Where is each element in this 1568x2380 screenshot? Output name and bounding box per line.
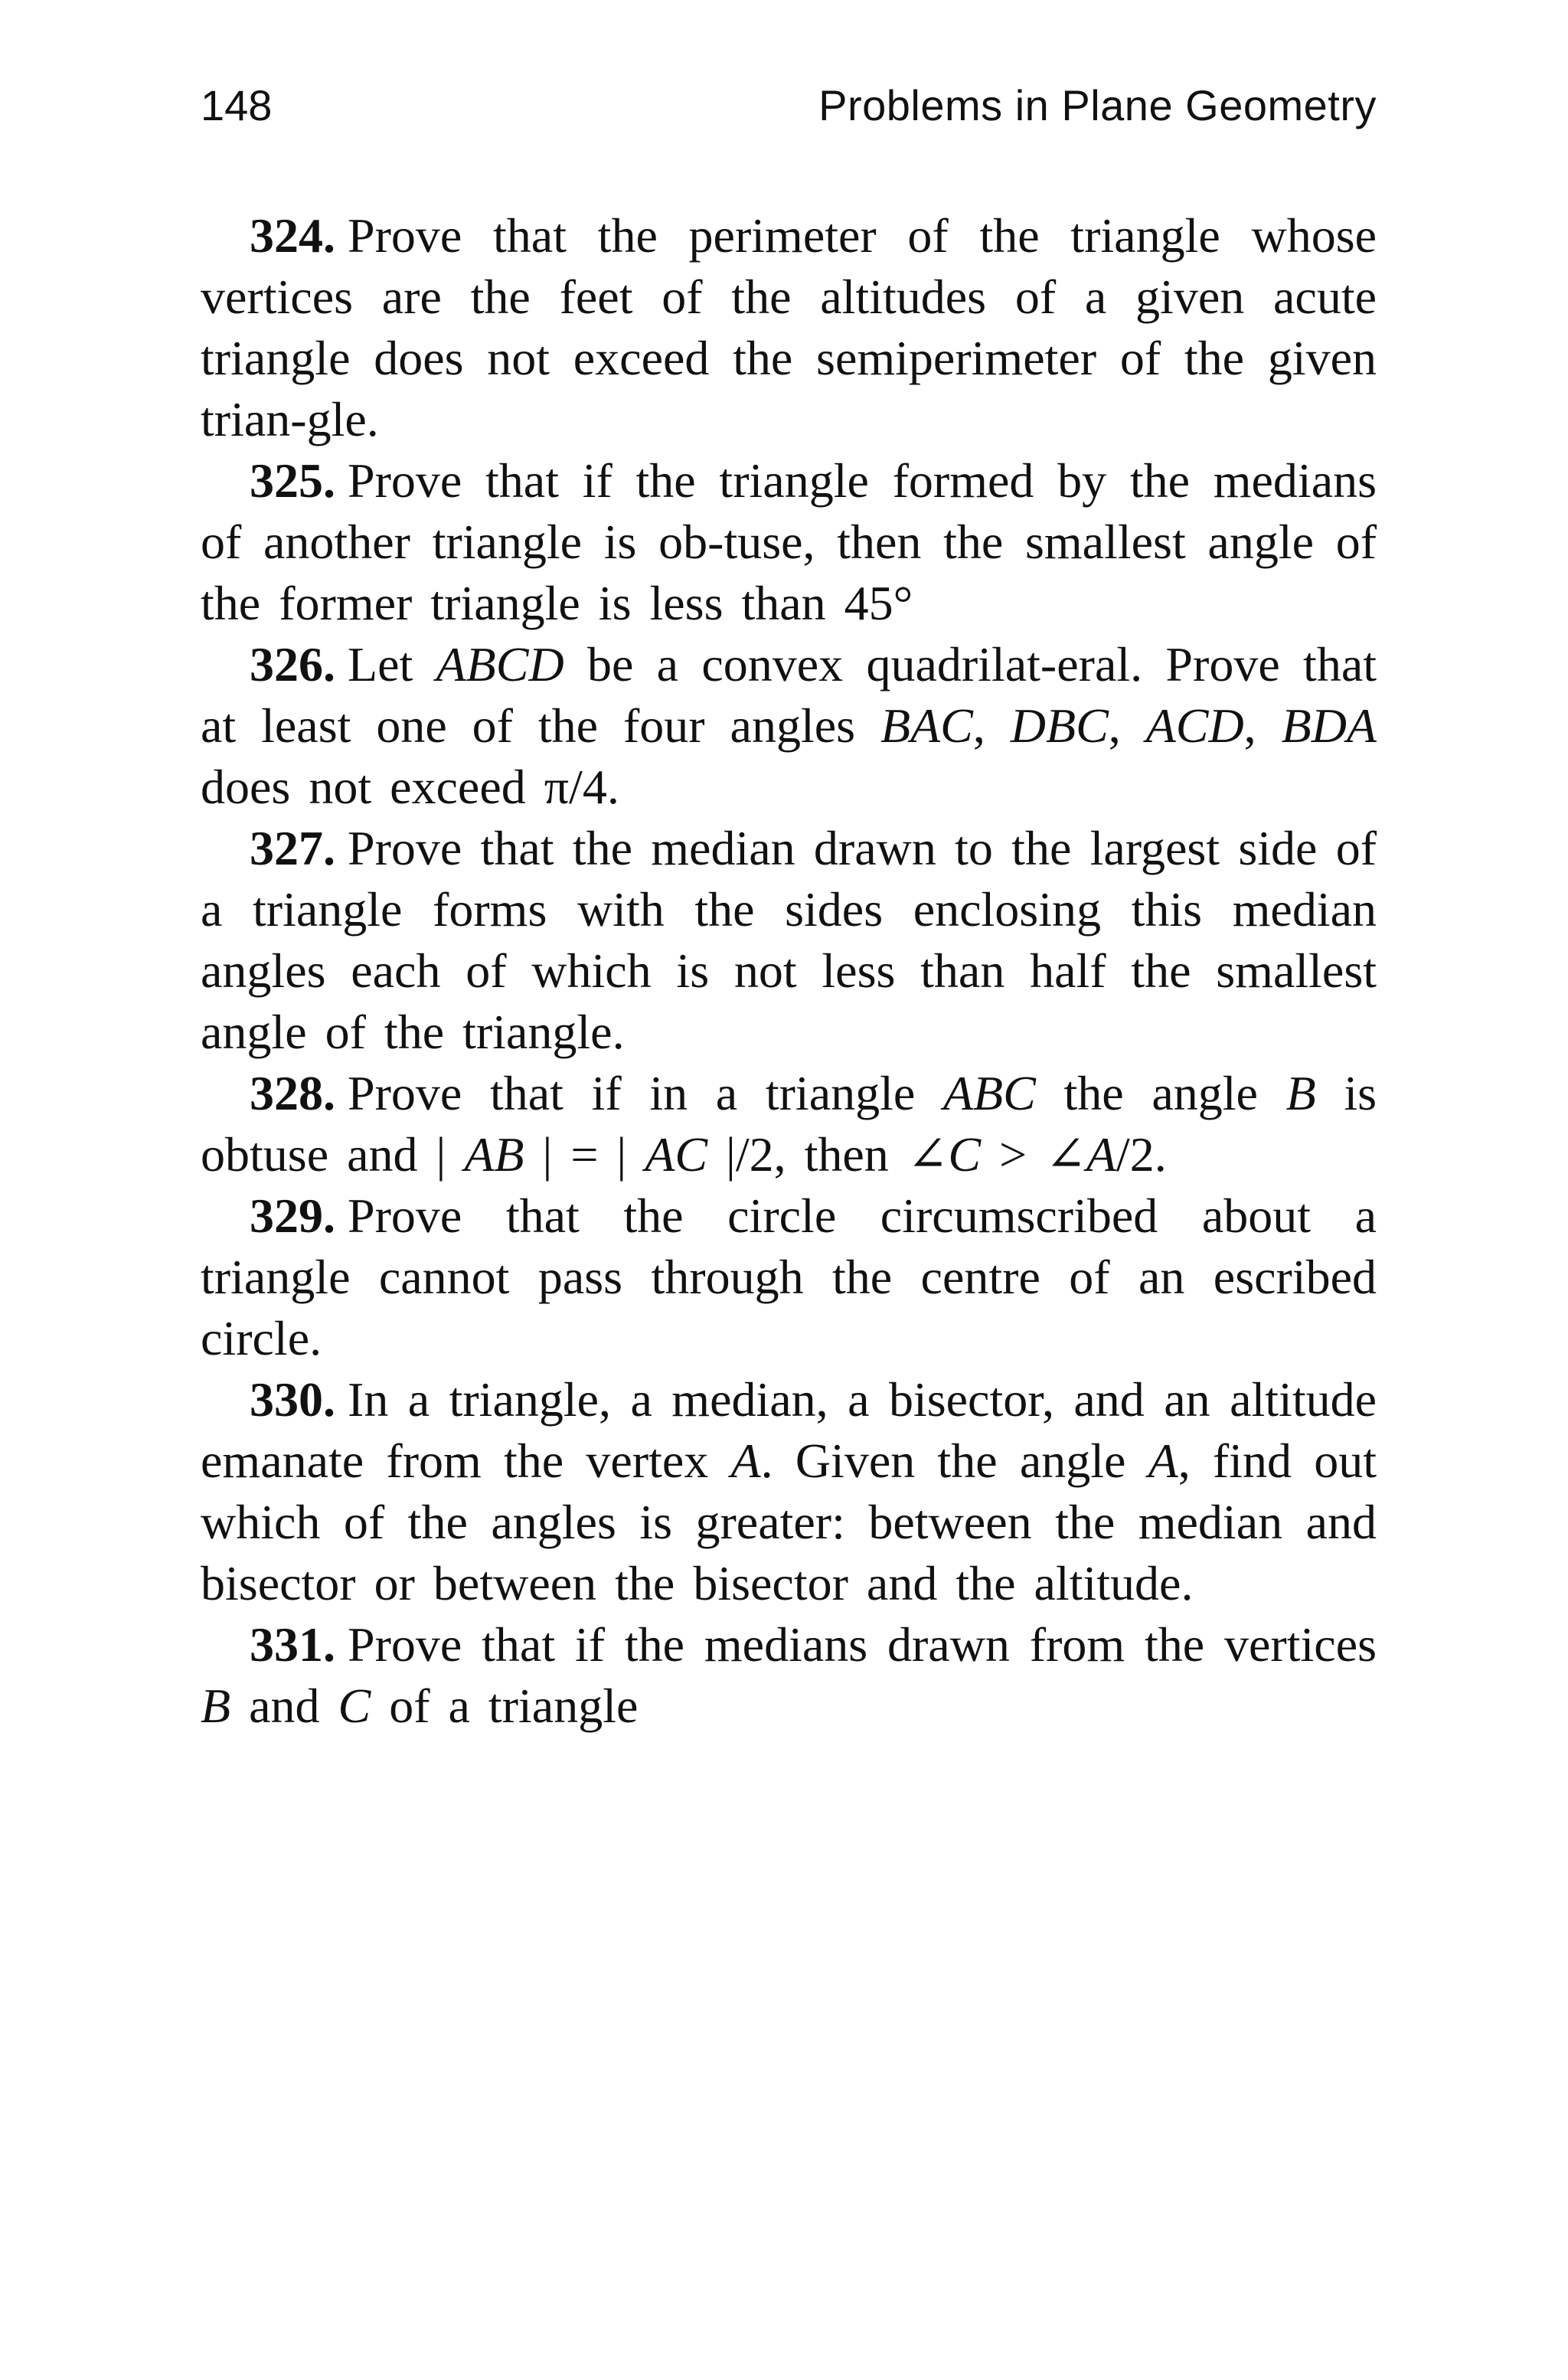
problem-text: |/2, then ∠ — [707, 1127, 949, 1182]
math-symbol: AC — [645, 1127, 707, 1182]
problem-text: . Given the angle — [760, 1434, 1148, 1488]
problem-text: and — [230, 1679, 338, 1733]
problem-number: 327. — [250, 821, 335, 875]
problem-324 — [201, 205, 1377, 450]
problem-number: 329. — [250, 1188, 335, 1243]
problem-text: Prove that if the triangle formed by the medians of another triangle is ob-tuse, then the smallest angle of the former triangle is less than 45° — [201, 453, 1377, 630]
problem-text: , — [972, 698, 1011, 753]
problem-text: /2. — [1116, 1127, 1167, 1182]
math-symbol: A — [730, 1434, 761, 1488]
problem-number: 330. — [250, 1372, 335, 1427]
problem-number: 328. — [250, 1066, 335, 1120]
problem-text: , — [1243, 698, 1282, 753]
problem-text: , find out which of the angles is greater: between the median and bisector or between the bisector and the altitude. — [201, 1434, 1377, 1610]
problem-326 — [201, 634, 1377, 818]
math-symbol: C — [948, 1127, 982, 1182]
problem-list — [201, 205, 1377, 1737]
math-symbol: B — [201, 1679, 231, 1733]
running-title: Problems in Plane Geometry — [818, 81, 1377, 129]
problem-329 — [201, 1185, 1377, 1369]
problem-text: does not exceed π/4. — [201, 760, 619, 814]
math-symbol: A — [1086, 1127, 1116, 1182]
problem-text: > ∠ — [981, 1127, 1086, 1182]
math-symbol: DBC — [1010, 698, 1109, 753]
math-symbol: ACD — [1145, 698, 1244, 753]
problem-text: In a triangle, a median, a bisector, and an altitude emanate from the vertex — [201, 1372, 1377, 1488]
problem-text: the angle — [1035, 1066, 1286, 1120]
problem-number: 326. — [250, 637, 335, 691]
math-symbol: BAC — [880, 698, 973, 753]
problem-text: Prove that if in a triangle — [348, 1066, 943, 1120]
math-symbol: A — [1148, 1434, 1178, 1488]
problem-text: be a convex quadrilat-eral. Prove that at least one of the four angles — [201, 637, 1377, 753]
running-header — [201, 74, 1377, 138]
problem-number: 331. — [250, 1617, 335, 1672]
problem-text: Prove that if the medians drawn from the vertices — [348, 1617, 1377, 1672]
problem-number: 325. — [250, 453, 335, 508]
math-symbol: ABCD — [436, 637, 564, 691]
book-page — [201, 74, 1377, 1737]
problem-text: Let — [348, 637, 436, 691]
problem-number: 324. — [250, 208, 335, 263]
math-symbol: C — [338, 1679, 371, 1733]
math-symbol: AB — [464, 1127, 524, 1182]
problem-text: | = | — [524, 1127, 645, 1182]
problem-331 — [201, 1614, 1377, 1737]
problem-330 — [201, 1369, 1377, 1614]
problem-text: Prove that the circle circumscribed about a triangle cannot pass through the centre of an escribed circle. — [201, 1188, 1377, 1365]
problem-328 — [201, 1063, 1377, 1185]
problem-text: , — [1108, 698, 1146, 753]
page-number: 148 — [201, 81, 273, 129]
problem-325 — [201, 450, 1377, 634]
problem-text: Prove that the perimeter of the triangle whose vertices are the feet of the altitudes of a given acute triangle does not exceed the semiperimeter of the given trian-gle. — [201, 208, 1377, 446]
problem-327 — [201, 818, 1377, 1063]
math-symbol: ABC — [942, 1066, 1036, 1120]
math-symbol: BDA — [1281, 698, 1377, 753]
problem-text: Prove that the median drawn to the largest side of a triangle forms with the sides enclosing this median angles each of which is not less than half the smallest angle of the triangle. — [201, 821, 1377, 1059]
math-symbol: B — [1285, 1066, 1316, 1120]
problem-text: is obtuse and | — [201, 1066, 1377, 1182]
problem-text: of a triangle — [371, 1679, 639, 1733]
